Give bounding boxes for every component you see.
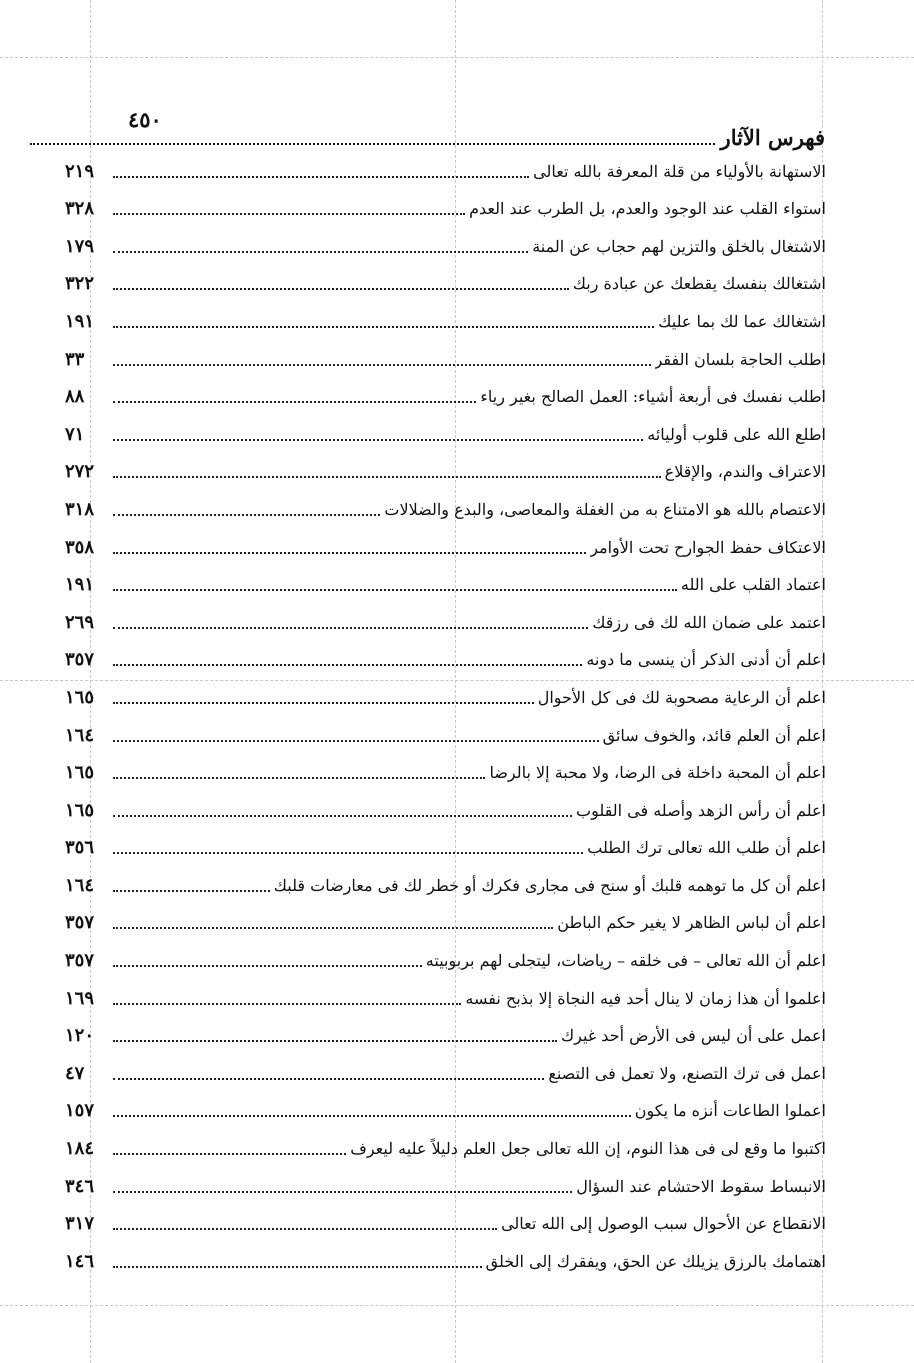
entry-text: اعتمد على ضمان الله لك فى رزقك [592,612,826,632]
dot-leader [113,1115,631,1117]
entry-text: اطلب الحاجة بلسان الفقر [654,349,826,369]
index-list [65,148,826,1276]
index-entry [65,374,826,412]
index-entry [65,637,826,675]
index-entry [65,1088,826,1126]
entry-page-number: ١٢٠ [65,1025,95,1047]
scan-guide-line [0,57,914,58]
entry-page-number: ٧١ [65,423,85,445]
index-entry [65,900,826,938]
index-entry [65,787,826,825]
entry-text: اكتبوا ما وقع لى فى هذا النوم، إن الله تعالى جعل العلم دليلاً عليه ليعرف [350,1139,826,1159]
entry-text: اعتماد القلب على الله [680,575,826,595]
dot-leader [113,476,661,478]
entry-text: اطلب نفسك فى أربعة أشياء: العمل الصالح بغير رياء [480,387,826,407]
index-entry [65,261,826,299]
entry-text: اعلم أن أدنى الذكر أن ينسى ما دونه [586,650,826,670]
dot-leader [113,890,270,892]
index-entry [65,1201,826,1239]
entry-page-number: ٣١٧ [65,1213,95,1235]
dot-leader [113,777,485,779]
entry-page-number: ٣٤٦ [65,1175,95,1197]
entry-text: اعلم أن المحبة داخلة فى الرضا، ولا محبة إلا بالرضا [489,763,826,783]
dot-leader [113,401,476,403]
dot-leader [113,740,599,742]
dot-leader [113,1191,572,1193]
entry-text: الاستهانة بالأولياء من قلة المعرفة بالله تعالى [533,161,826,181]
index-entry [65,750,826,788]
index-entry [65,937,826,975]
entry-page-number: ٣٥٨ [65,536,95,558]
index-entry [65,1125,826,1163]
index-entry [65,825,826,863]
index-entry [65,411,826,449]
entry-page-number: ١٨٤ [65,1138,95,1160]
index-entry [65,599,826,637]
index-entry [65,223,826,261]
dot-leader [113,1153,346,1155]
section-title: فهرس الآثار [720,125,825,150]
entry-text: اعلم أن لباس الظاهر لا يغير حكم الباطن [557,913,826,933]
entry-page-number: ٢١٩ [65,160,95,182]
dot-leader [113,627,588,629]
entry-page-number: ٨٨ [65,386,85,408]
header-dot-leader [30,143,715,145]
index-entry [65,148,826,186]
entry-text: اعمل فى ترك التصنع، ولا تعمل فى التصنع [548,1063,826,1083]
entry-text: اعلم أن طلب الله تعالى ترك الطلب [587,838,826,858]
index-entry [65,1050,826,1088]
entry-text: اعلم أن الرعاية مصحوبة لك فى كل الأحوال [537,687,826,707]
entry-text: اعلم أن الله تعالى – فى خلقه – رياضات، ليتجلى لهم بربوبيته [425,951,826,971]
dot-leader [113,1003,461,1005]
index-entry [65,1163,826,1201]
dot-leader [113,552,586,554]
entry-text: اشتغالك بنفسك يقطعك عن عبادة ربك [572,274,826,294]
index-entry [65,674,826,712]
entry-text: اعلموا أن هذا زمان لا ينال أحد فيه النجاة إلا بذبح نفسه [465,988,826,1008]
entry-page-number: ٢٧٢ [65,461,95,483]
entry-page-number: ١٧٩ [65,235,95,257]
dot-leader [113,927,553,929]
dot-leader [113,439,643,441]
dot-leader [113,176,529,178]
dot-leader [113,251,528,253]
entry-page-number: ٣٥٧ [65,950,95,972]
index-entry [65,298,826,336]
entry-page-number: ١٩١ [65,574,95,596]
entry-page-number: ١٩١ [65,310,95,332]
dot-leader [113,589,677,591]
dot-leader [113,664,582,666]
index-entry [65,975,826,1013]
entry-text: اعلم أن كل ما توهمه قلبك أو سنح فى مجارى فكرك أو خطر لك فى معارضات قلبك [273,875,826,895]
dot-leader [113,815,572,817]
dot-leader [113,288,569,290]
dot-leader [113,326,654,328]
dot-leader [113,364,651,366]
entry-page-number: ٣٢٢ [65,273,95,295]
index-entry [65,449,826,487]
dot-leader [113,965,422,967]
entry-text: اعلم أن رأس الزهد وأصله فى القلوب [576,800,826,820]
entry-page-number: ١٦٥ [65,799,95,821]
entry-page-number: ٣٥٦ [65,837,95,859]
entry-text: اعمل على أن ليس فى الأرض أحد غيرك [560,1026,826,1046]
entry-page-number: ١٥٧ [65,1100,95,1122]
entry-page-number: ٣٣ [65,348,85,370]
entry-text: الاعتصام بالله هو الامتناع به من الغفلة والمعاصى، والبدع والضلالات [384,499,826,519]
dot-leader [113,852,583,854]
entry-text: الاشتغال بالخلق والتزين لهم حجاب عن المنة [532,236,826,256]
entry-text: الانقطاع عن الأحوال سبب الوصول إلى الله تعالى [501,1214,826,1234]
entry-text: استواء القلب عند الوجود والعدم، بل الطرب عند العدم [469,199,826,219]
entry-text: الانبساط سقوط الاحتشام عند السؤال [576,1176,826,1196]
entry-page-number: ٤٧ [65,1062,85,1084]
entry-page-number: ٢٦٩ [65,611,95,633]
scan-guide-line [0,1305,914,1306]
dot-leader [113,1040,557,1042]
index-entry [65,336,826,374]
dot-leader [113,1266,482,1268]
entry-page-number: ٣٥٧ [65,912,95,934]
index-entry [65,186,826,224]
entry-page-number: ١٦٤ [65,724,95,746]
index-entry [65,1013,826,1051]
dot-leader [113,702,534,704]
entry-text: الاعتراف والندم، والإقلاع [664,462,826,482]
index-entry [65,562,826,600]
entry-page-number: ١٦٤ [65,874,95,896]
index-entry [65,712,826,750]
page-number: ٤٥٠ [128,107,162,132]
entry-page-number: ١٦٥ [65,686,95,708]
dot-leader [113,514,380,516]
entry-page-number: ١٦٥ [65,762,95,784]
index-entry [65,486,826,524]
index-entry [65,524,826,562]
entry-page-number: ٣٥٧ [65,649,95,671]
dot-leader [113,1078,544,1080]
entry-text: اشتغالك عما لك بما عليك [658,311,826,331]
index-entry [65,1238,826,1276]
entry-text: اعلم أن العلم قائد، والخوف سائق [602,725,826,745]
dot-leader [113,1228,497,1230]
entry-text: اعملوا الطاعات أنزه ما يكون [634,1101,826,1121]
entry-text: اهتمامك بالرزق يزيلك عن الحق، ويفقرك إلى الخلق [485,1251,826,1271]
index-entry [65,862,826,900]
entry-page-number: ١٤٦ [65,1250,95,1272]
page-header [30,108,825,148]
dot-leader [113,213,465,215]
entry-page-number: ٣٢٨ [65,198,95,220]
entry-page-number: ٣١٨ [65,498,95,520]
entry-page-number: ١٦٩ [65,987,95,1009]
entry-text: الاعتكاف حفظ الجوارح تحت الأوامر [590,537,826,557]
entry-text: اطلع الله على قلوب أوليائه [647,424,826,444]
